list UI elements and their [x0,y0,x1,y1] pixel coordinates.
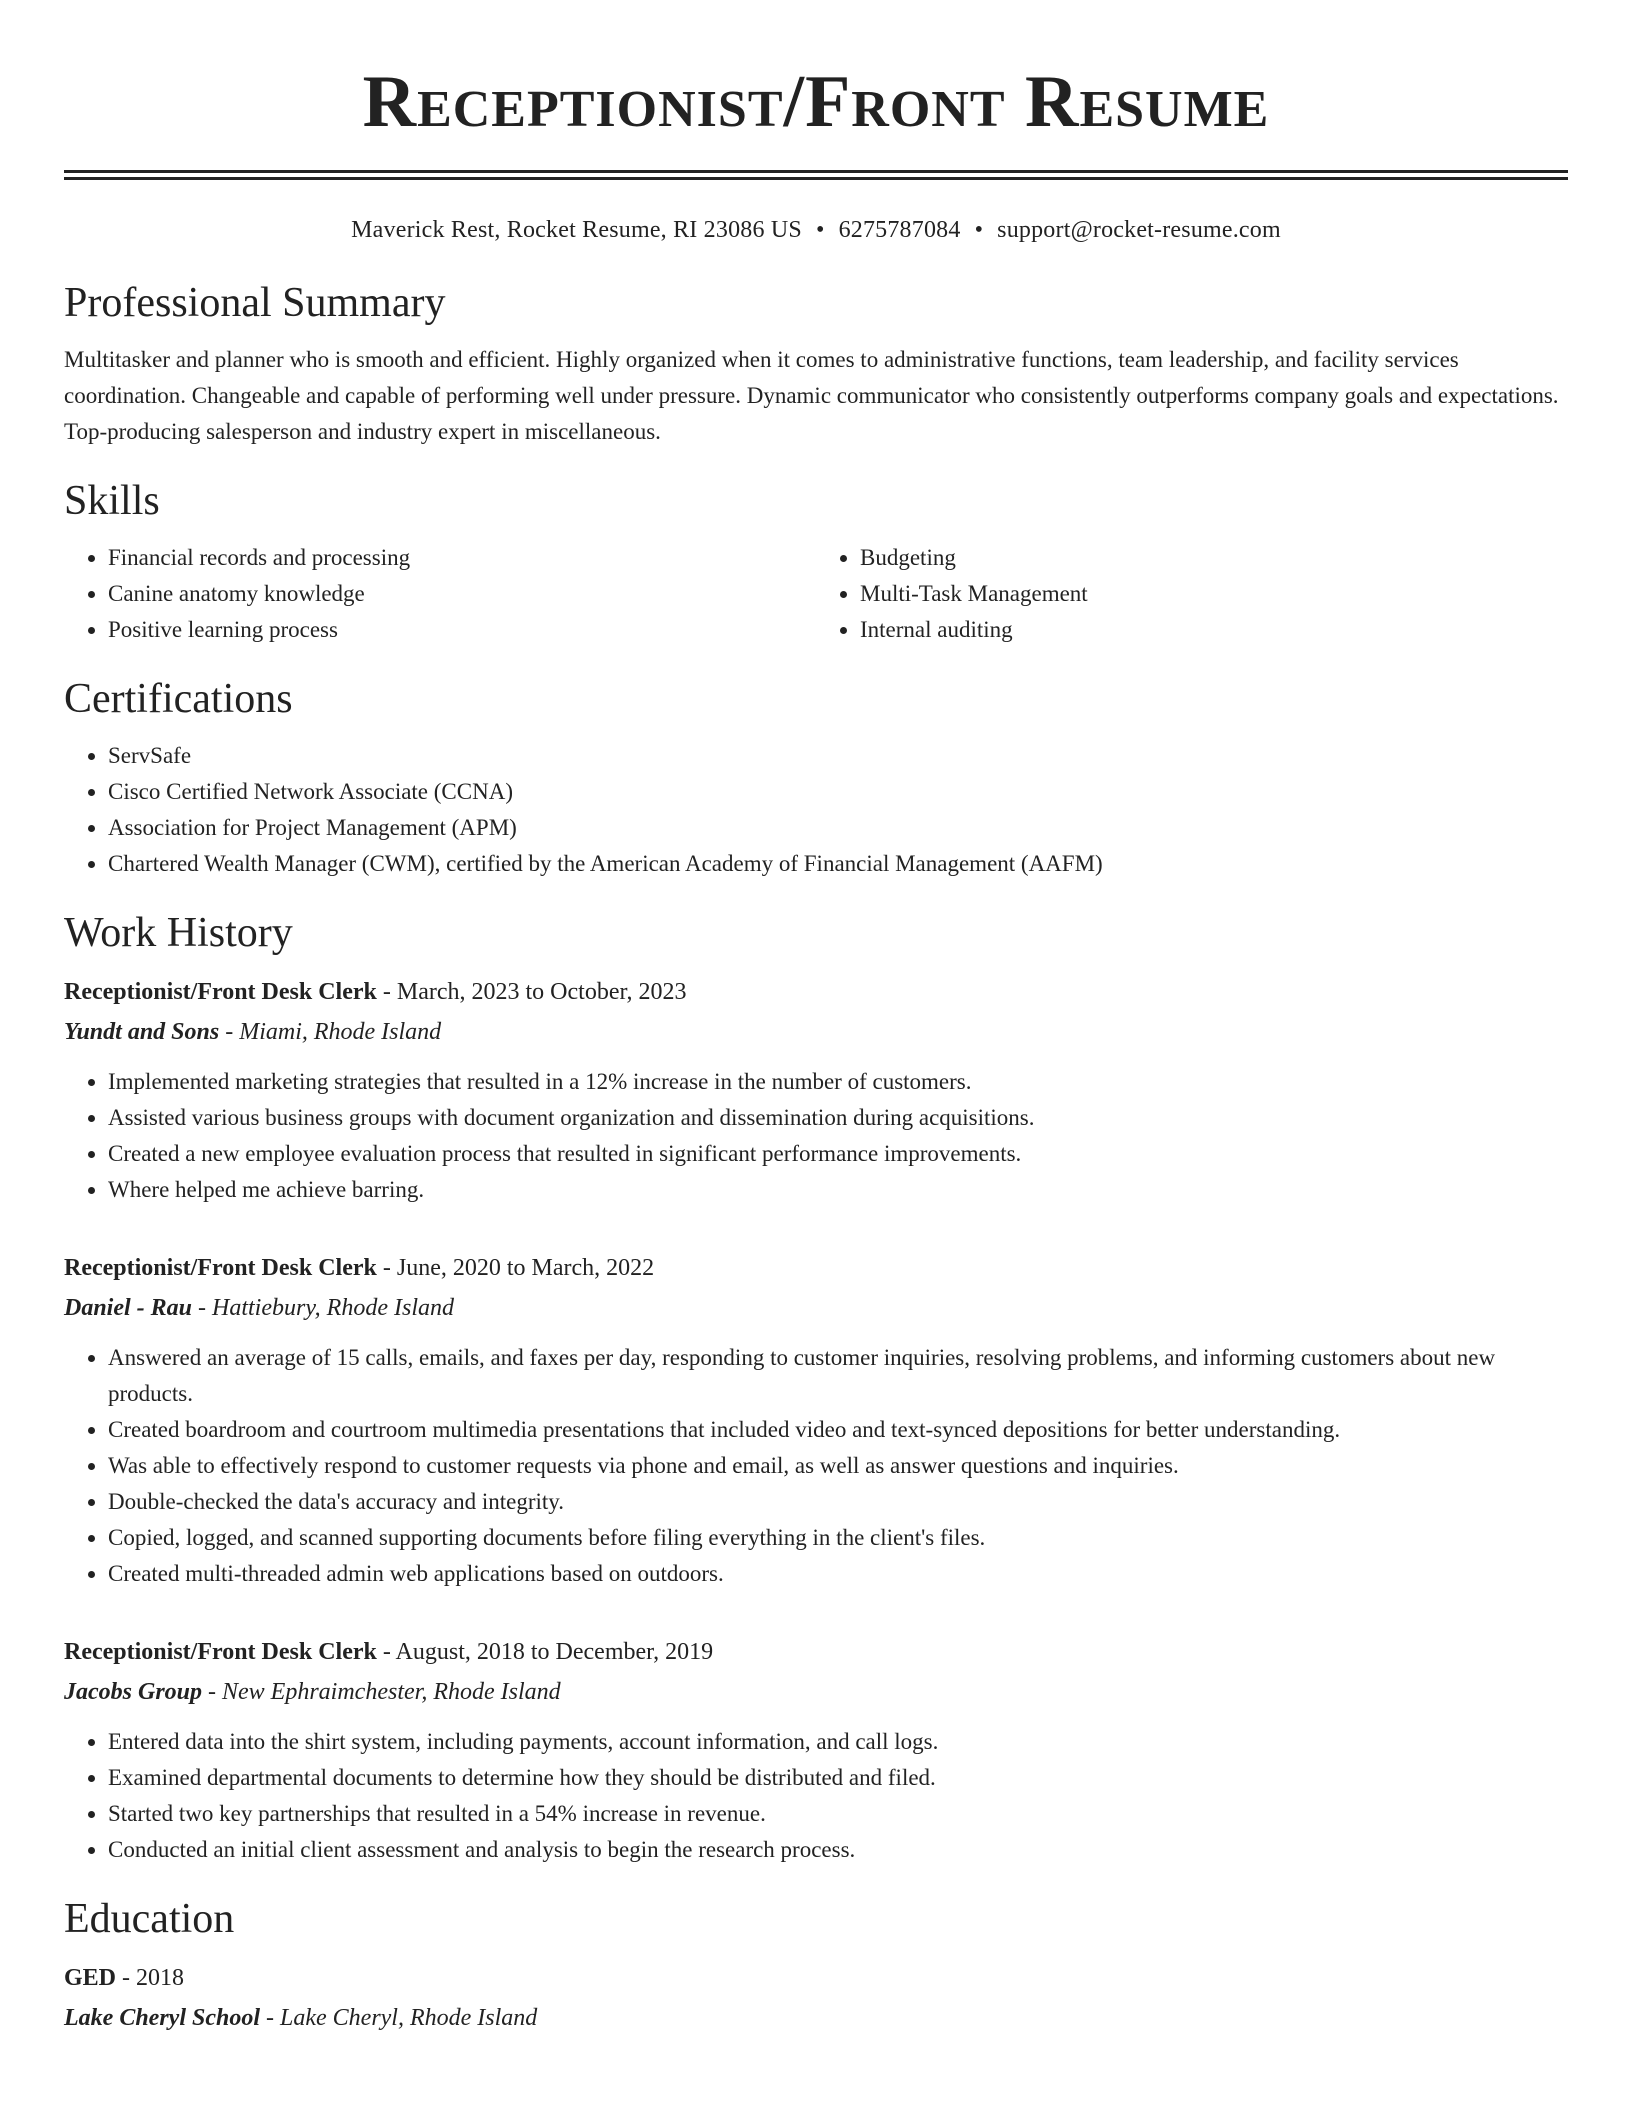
job-title-line: Receptionist/Front Desk Clerk - August, 2018 to December, 2019 [64,1639,714,1665]
skill-item: • Canine anatomy knowledge [108,576,816,612]
summary-section [64,278,1568,450]
work-history-heading: Work History [64,910,293,956]
job-company: Yundt and Sons [64,1019,220,1045]
job-location: New Ephraimchester, Rhode Island [222,1679,561,1705]
job-location: Hattiebury, Rhode Island [212,1295,454,1321]
job-dates: June, 2020 to March, 2022 [396,1255,655,1281]
skill-item: • Positive learning process [108,612,816,648]
job-title: Receptionist/Front Desk Clerk [64,1639,377,1665]
contact-address: Maverick Rest, Rocket Resume, RI 23086 US [351,217,802,243]
education-degree: GED [64,1965,117,1991]
contact-phone: 6275787084 [838,217,961,243]
job-bullet: • Where helped me achieve barring. [108,1172,1568,1208]
job-bullet: • Conducted an initial client assessment and analysis to begin the research process. [108,1832,1568,1868]
job-title: Receptionist/Front Desk Clerk [64,979,377,1005]
job-bullet: • Double-checked the data's accuracy and integrity. [108,1484,1568,1520]
job-bullet: • Created multi-threaded admin web applications based on outdoors. [108,1556,1568,1592]
job-bullet: • Copied, logged, and scanned supporting documents before filing everything in the client's files. [108,1520,1568,1556]
education-entry [64,1958,1568,2038]
summary-text: Multitasker and planner who is smooth and efficient. Highly organized when it comes to administrative functions, team leadership, and facility services coordination. Changeable and capable of performing well under pressure. Dynamic communicator who consistently outperforms company goals and expectations. Top-producing salesperson and industry expert in miscellaneous. [64,347,1559,444]
job-bullet: • Answered an average of 15 calls, emails, and faxes per day, responding to customer inquiries, resolving problems, and informing customers about new products. [108,1340,1568,1412]
job-title-line: Receptionist/Front Desk Clerk - March, 2023 to October, 2023 [64,979,687,1005]
skill-item: • Multi-Task Management [860,576,1568,612]
education-degree-line: GED - 2018 [64,1965,185,1991]
job-title: Receptionist/Front Desk Clerk [64,1255,377,1281]
education-school: Lake Cheryl School [64,2005,260,2031]
contact-line [64,212,1568,248]
skills-columns [64,540,1568,648]
job-company: Daniel - Rau [64,1295,193,1321]
job-dates: March, 2023 to October, 2023 [396,979,687,1005]
job-dates: August, 2018 to December, 2019 [395,1639,714,1665]
job-bullet: • Created boardroom and courtroom multimedia presentations that included video and text-synced depositions for better understanding. [108,1412,1568,1448]
resume-title: Receptionist/Front Resume [362,61,1270,143]
certification-item: • Cisco Certified Network Associate (CCNA) [108,774,1568,810]
job-bullet: • Was able to effectively respond to customer requests via phone and email, as well as answer questions and inquiries. [108,1448,1568,1484]
education-heading: Education [64,1896,235,1942]
certification-item: • Association for Project Management (APM) [108,810,1568,846]
title-double-rule [64,170,1568,180]
skill-item: • Financial records and processing [108,540,816,576]
summary-heading: Professional Summary [64,280,446,326]
job-bullet: • Implemented marketing strategies that resulted in a 12% increase in the number of customers. [108,1064,1568,1100]
job-company-line: Daniel - Rau - Hattiebury, Rhode Island [64,1295,454,1321]
job-bullets [64,1064,1568,1208]
job-company: Jacobs Group [64,1679,203,1705]
certifications-heading: Certifications [64,676,293,722]
job-title-line: Receptionist/Front Desk Clerk - June, 2020 to March, 2022 [64,1255,655,1281]
education-year: 2018 [136,1965,185,1991]
contact-separator: • [815,217,825,243]
job-bullet: • Examined departmental documents to determine how they should be distributed and filed. [108,1760,1568,1796]
skills-list-right [816,540,1568,648]
education-school-line: Lake Cheryl School - Lake Cheryl, Rhode Island [64,2005,538,2031]
job-company-line: Yundt and Sons - Miami, Rhode Island [64,1019,442,1045]
contact-email: support@rocket-resume.com [997,217,1281,243]
skills-section [64,476,1568,648]
skills-heading: Skills [64,478,160,524]
certifications-list [64,738,1568,882]
certification-item: • ServSafe [108,738,1568,774]
job-entry [64,1248,1568,1592]
job-bullet: • Assisted various business groups with document organization and dissemination during acquisitions. [108,1100,1568,1136]
job-bullet: • Entered data into the shirt system, including payments, account information, and call logs. [108,1724,1568,1760]
work-history-section [64,908,1568,1868]
job-bullet: • Created a new employee evaluation process that resulted in significant performance improvements. [108,1136,1568,1172]
job-location: Miami, Rhode Island [239,1019,442,1045]
skill-item: • Internal auditing [860,612,1568,648]
contact-separator: • [974,217,984,243]
skill-item: • Budgeting [860,540,1568,576]
job-bullet: • Started two key partnerships that resulted in a 54% increase in revenue. [108,1796,1568,1832]
education-section [64,1894,1568,2038]
skills-list-left [64,540,816,648]
job-bullets [64,1724,1568,1868]
certification-item: • Chartered Wealth Manager (CWM), certified by the American Academy of Financial Management (AAFM) [108,846,1568,882]
education-location: Lake Cheryl, Rhode Island [280,2005,538,2031]
job-entry [64,972,1568,1208]
certifications-section [64,674,1568,882]
job-entry [64,1632,1568,1868]
job-company-line: Jacobs Group - New Ephraimchester, Rhode Island [64,1679,561,1705]
job-bullets [64,1340,1568,1592]
